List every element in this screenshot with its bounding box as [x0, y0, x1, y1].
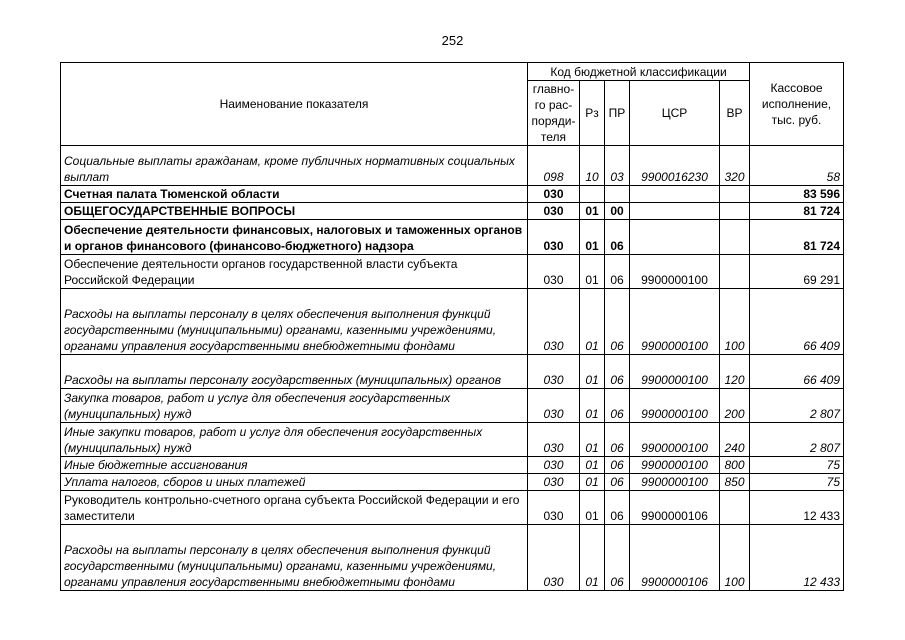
cell-rz: 01: [580, 203, 605, 220]
cell-rz: 01: [580, 423, 605, 457]
cell-amount: 66 409: [750, 355, 844, 389]
table-row: [61, 255, 844, 289]
row-name: Счетная палата Тюменской области: [61, 186, 528, 203]
cell-rz: 01: [580, 525, 605, 591]
cell-amount: 2 807: [750, 389, 844, 423]
cell-glavn: 030: [528, 203, 580, 220]
cell-vr: [720, 186, 750, 203]
cell-pr: 06: [605, 355, 630, 389]
table-row: [61, 289, 844, 355]
table-row: [61, 203, 844, 220]
cell-csr: [630, 203, 720, 220]
cell-vr: 240: [720, 423, 750, 457]
cell-amount: 58: [750, 146, 844, 186]
table-row: [61, 423, 844, 457]
cell-pr: 03: [605, 146, 630, 186]
cell-csr: 9900000100: [630, 389, 720, 423]
table-row: [61, 491, 844, 525]
header-name: Наименование показателя: [61, 63, 528, 146]
cell-rz: 01: [580, 355, 605, 389]
header-rz: Рз: [580, 81, 605, 146]
row-name: ОБЩЕГОСУДАРСТВЕННЫЕ ВОПРОСЫ: [61, 203, 528, 220]
cell-rz: 01: [580, 255, 605, 289]
header-glavn: главно-го рас-поряди-теля: [528, 81, 580, 146]
cell-glavn: 030: [528, 525, 580, 591]
table-row: [61, 457, 844, 474]
row-name: Уплата налогов, сборов и иных платежей: [61, 474, 528, 491]
cell-csr: 9900000100: [630, 255, 720, 289]
cell-vr: [720, 220, 750, 255]
cell-csr: 9900000100: [630, 355, 720, 389]
cell-csr: 9900000106: [630, 525, 720, 591]
cell-glavn: 030: [528, 255, 580, 289]
cell-csr: [630, 220, 720, 255]
cell-amount: 2 807: [750, 423, 844, 457]
header-pr: ПР: [605, 81, 630, 146]
header-csr: ЦСР: [630, 81, 720, 146]
cell-csr: 9900000100: [630, 423, 720, 457]
cell-rz: 01: [580, 389, 605, 423]
table-row: [61, 220, 844, 255]
cell-rz: 01: [580, 289, 605, 355]
cell-pr: 06: [605, 255, 630, 289]
cell-vr: [720, 203, 750, 220]
table-row: [61, 355, 844, 389]
row-name: Обеспечение деятельности органов государственной власти субъекта Российской Федерации: [61, 255, 528, 289]
cell-glavn: 098: [528, 146, 580, 186]
cell-amount: 66 409: [750, 289, 844, 355]
cell-pr: 06: [605, 389, 630, 423]
table-row: [61, 146, 844, 186]
table-row: [61, 389, 844, 423]
cell-vr: 320: [720, 146, 750, 186]
cell-vr: 800: [720, 457, 750, 474]
row-name: Иные закупки товаров, работ и услуг для обеспечения государственных (муниципальных) нужд: [61, 423, 528, 457]
cell-glavn: 030: [528, 423, 580, 457]
cell-glavn: 030: [528, 491, 580, 525]
table-row: [61, 474, 844, 491]
cell-csr: 9900000106: [630, 491, 720, 525]
cell-pr: 06: [605, 491, 630, 525]
cell-pr: 06: [605, 525, 630, 591]
table-row: [61, 525, 844, 591]
cell-pr: 06: [605, 289, 630, 355]
cell-amount: 12 433: [750, 491, 844, 525]
cell-amount: 75: [750, 474, 844, 491]
row-name: Закупка товаров, работ и услуг для обеспечения государственных (муниципальных) нужд: [61, 389, 528, 423]
header-code-group: Код бюджетной классификации: [528, 63, 750, 81]
row-name: Расходы на выплаты персоналу в целях обеспечения выполнения функций государственными (муниципальными) органами, казенными учреждениями, органами управления государственными внебюджетными фондами: [61, 525, 528, 591]
cell-vr: 100: [720, 289, 750, 355]
cell-pr: [605, 186, 630, 203]
cell-amount: 75: [750, 457, 844, 474]
cell-vr: 100: [720, 525, 750, 591]
header-amount: Кассовое исполнение, тыс. руб.: [750, 63, 844, 146]
cell-glavn: 030: [528, 220, 580, 255]
cell-amount: 81 724: [750, 203, 844, 220]
cell-csr: 9900000100: [630, 289, 720, 355]
table-row: [61, 186, 844, 203]
cell-glavn: 030: [528, 289, 580, 355]
header-vr: ВР: [720, 81, 750, 146]
cell-vr: [720, 255, 750, 289]
cell-csr: 9900016230: [630, 146, 720, 186]
cell-rz: 01: [580, 474, 605, 491]
cell-pr: 00: [605, 203, 630, 220]
page-number: 252: [441, 33, 464, 48]
cell-amount: 69 291: [750, 255, 844, 289]
cell-pr: 06: [605, 474, 630, 491]
cell-pr: 06: [605, 457, 630, 474]
budget-table: [60, 62, 844, 591]
row-name: Расходы на выплаты персоналу государственных (муниципальных) органов: [61, 355, 528, 389]
cell-vr: 850: [720, 474, 750, 491]
cell-glavn: 030: [528, 186, 580, 203]
row-name: Иные бюджетные ассигнования: [61, 457, 528, 474]
cell-glavn: 030: [528, 457, 580, 474]
cell-amount: 12 433: [750, 525, 844, 591]
cell-glavn: 030: [528, 474, 580, 491]
cell-pr: 06: [605, 220, 630, 255]
cell-amount: 81 724: [750, 220, 844, 255]
cell-pr: 06: [605, 423, 630, 457]
row-name: Расходы на выплаты персоналу в целях обеспечения выполнения функций государственными (муниципальными) органами, казенными учреждениями, органами управления государственными внебюджетными фондами: [61, 289, 528, 355]
cell-vr: 200: [720, 389, 750, 423]
cell-csr: 9900000100: [630, 474, 720, 491]
cell-rz: 01: [580, 220, 605, 255]
cell-glavn: 030: [528, 389, 580, 423]
cell-rz: 10: [580, 146, 605, 186]
cell-vr: 120: [720, 355, 750, 389]
cell-csr: 9900000100: [630, 457, 720, 474]
cell-rz: [580, 186, 605, 203]
cell-vr: [720, 491, 750, 525]
row-name: Обеспечение деятельности финансовых, налоговых и таможенных органов и органов финансового (финансово-бюджетного) надзора: [61, 220, 528, 255]
row-name: Социальные выплаты гражданам, кроме публичных нормативных социальных выплат: [61, 146, 528, 186]
row-name: Руководитель контрольно-счетного органа субъекта Российской Федерации и его заместители: [61, 491, 528, 525]
cell-rz: 01: [580, 457, 605, 474]
cell-glavn: 030: [528, 355, 580, 389]
cell-amount: 83 596: [750, 186, 844, 203]
table-body: [61, 146, 844, 591]
cell-rz: 01: [580, 491, 605, 525]
cell-csr: [630, 186, 720, 203]
